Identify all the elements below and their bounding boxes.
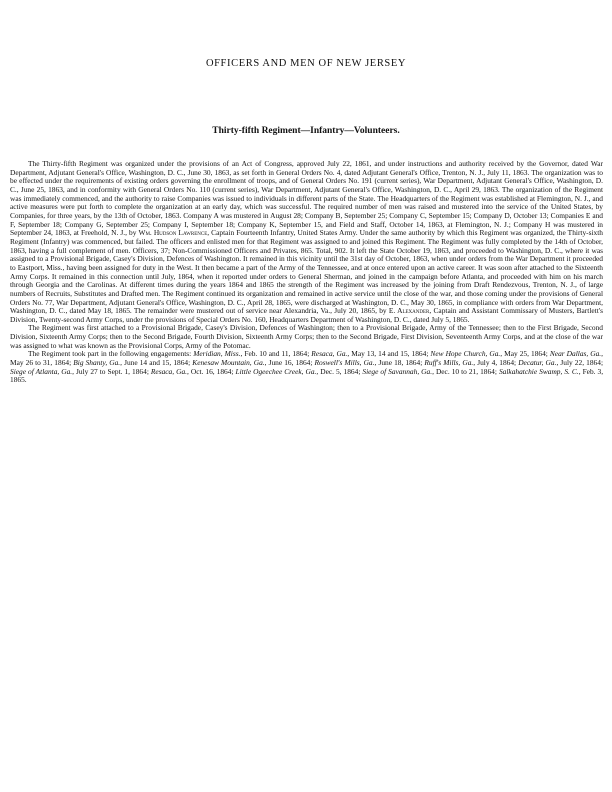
engagement-place: Little Ogeechee Creek, Ga. <box>235 366 317 376</box>
engagement-date: July 27 to Sept. 1, 1864 <box>76 366 147 376</box>
engagements-paragraph <box>10 350 603 385</box>
engagement-place: Resaca, Ga. <box>150 366 187 376</box>
engagement-item: Meridian, Miss., Feb. 10 and 11, 1864; <box>193 349 312 359</box>
engagement-date: Oct. 16, 1864 <box>190 366 232 376</box>
engagement-item: Little Ogeechee Creek, Ga., Dec. 5, 1864; <box>235 366 363 376</box>
engagement-item: Siege of Savannah, Ga., Dec. 10 to 21, 1864; <box>362 366 499 376</box>
engagement-item: New Hope Church, Ga., May 25, 1864; <box>430 349 550 359</box>
page-title: OFFICERS AND MEN OF NEW JERSEY <box>205 58 407 69</box>
engagement-date: May 25, 1864 <box>504 349 546 359</box>
engagements-intro: The Regiment took part in the following engagements: <box>28 349 192 359</box>
engagement-item: Resaca, Ga., May 13, 14 and 15, 1864; <box>311 349 431 359</box>
organization-paragraph <box>10 160 603 324</box>
engagement-place: Ruff's Mills, Ga. <box>424 358 474 368</box>
organization-text-3: , Captain and Assistant Commissary of Musters, Bartlett's Division, Twenty-second Army Corps, under the provisions of Special Orders No. 160, Headquarters Department of Washington, D. C., dated July 5, 1865. <box>10 306 603 324</box>
engagement-date: June 18, 1864 <box>378 358 421 368</box>
engagement-place: Salkahatchie Swamp, S. C. <box>498 366 579 376</box>
engagement-date: Dec. 10 to 21, 1864 <box>435 366 495 376</box>
engagement-place: New Hope Church, Ga. <box>430 349 501 359</box>
engagement-date: Dec. 5, 1864 <box>320 366 359 376</box>
engagement-date: Feb. 10 and 11, 1864 <box>244 349 308 359</box>
engagement-date: July 22, 1864 <box>560 358 601 368</box>
engagement-place: Near Dallas, Ga. <box>549 349 602 359</box>
officer-name-alexander: E. Alexander <box>388 306 430 316</box>
engagement-item: Decatur, Ga., July 22, 1864; <box>518 358 603 368</box>
engagement-item: Big Shanty, Ga., June 14 and 15, 1864; <box>73 358 193 368</box>
engagement-item: Kenesaw Mountain, Ga., June 16, 1864; <box>192 358 315 368</box>
engagement-place: Kenesaw Mountain, Ga. <box>192 358 265 368</box>
engagement-place: Siege of Savannah, Ga. <box>362 366 433 376</box>
engagement-item: Salkahatchie Swamp, S. C., Feb. 3, 1865. <box>10 366 604 385</box>
engagement-date: July 4, 1864 <box>477 358 515 368</box>
engagement-item: Resaca, Ga., Oct. 16, 1864; <box>150 366 236 376</box>
organization-text-1: The Thirty-fifth Regiment was organized under the provisions of an Act of Congress, approved July 22, 1861, and under instructions and authority received by the Governor, dated War Department, Adjutant General's Office, Washington, D. C., June 30, 1863, as set forth in General Orders No. 4, dated Adjutant General's Office, Trenton, N. J., July 11, 1863. The organization was to be effected under the requirements of existing orders governing the enrollment of troops, and of General Orders No. 191 (current series), War Department, Adjutant General's Office, Washington, D. C., June 25, 1863, and in conformity with General Orders No. 110 (current series), War Department, Adjutant General's Office, Washington, D. C., April 29, 1863. The organization of the Regiment was immediately commenced, and the authority to raise Companies was issued to individuals in different parts of the State. The Headquarters of the Regiment was established at Flemington, N. J., and active measures were put forth to complete the organization at an early day, which was successful. The required number of men was raised and mustered into the service of the United States, by Companies, for three years, by the 13th of October, 1863. Company A was mustered in August 28; Company B, September 25; Company C, September 15; Company D, October 13; Companies E and F, September 18; Company G, September 25; Company I, September 18; Company K, September 15, and Field and Staff, October 14, 1863, at Flemington, N. J.; Company H was mustered in September 24, 1863, at Freehold, N. J., by <box>10 159 603 238</box>
engagement-item: Near Dallas, Ga., May 26 to 31, 1864; <box>10 349 604 368</box>
assignment-paragraph: The Regiment was first attached to a Provisional Brigade, Casey's Division, Defences of Washington; then to a Provisional Brigade, Army of the Tennessee; then to the First Brigade, Second Division, Sixteenth Army Corps; then to the Second Brigade, Fourth Division, Sixteenth Army Corps; then to the Second Brigade, First Division, Seventeenth Army Corps, and at the close of the war was assigned to what was known as the Provisional Corps, Army of the Potomac. <box>10 323 603 350</box>
officer-name-lawrence: Wm. Hudson Lawrence <box>138 228 208 238</box>
engagement-place: Roswell's Mills, Ga. <box>314 358 375 368</box>
engagement-date: June 14 and 15, 1864 <box>124 358 189 368</box>
organization-text-2: , Captain Fourteenth Infantry, United States Army. Under the same authority by which this Regiment was organized, the Thirty-sixth Regiment (Infantry) was commenced, but failed. The officers and enlisted men for that Regiment was assigned to and joined this Regiment. The Regiment was fully completed by the 14th of October, 1863, having a full complement of men. Officers, 37; Non-Commissioned Officers and Privates, 865. Total, 902. It left the State October 19, 1863, and proceeded to Washington, D. C., where it was assigned to a Provisional Brigade, Casey's Division, Defences of Washington. It remained in this vicinity until the 31st day of October, 1863, when under orders from the War Department it proceeded to Eastport, Miss., having been assigned for duty in the West. It then became a part of the Army of the Tennessee, and at once entered upon an active career. It was soon after attached to the Sixteenth Army Corps. It remained in this connection until July, 1864, when it reported under orders to General Sherman, and joined in the campaign before Atlanta, and proceeded with him on his march through Georgia and the Carolinas. At different times during the years 1864 and 1865 the strength of the Regiment was increased by the joining from Draft Rendezvous, Trenton, N. J., of large numbers of Recruits, Substitutes and Drafted men. The Regiment continued its organization and remained in active service until the close of the war, and those coming under the provisions of General Orders No. 77, War Department, Adjutant General's Office, Washington, D. C., April 28, 1865, were discharged at Washington, D. C., May 30, 1865, in compliance with orders from War Department, Washington, D. C., dated May 18, 1865. The remainder were mustered out of service near Alexandria, Va., July 20, 1865, by <box>10 228 603 316</box>
engagement-place: Resaca, Ga. <box>311 349 348 359</box>
engagement-date: May 26 to 31, 1864 <box>10 358 70 368</box>
engagement-date: May 13, 14 and 15, 1864 <box>351 349 427 359</box>
engagement-date: June 16, 1864 <box>268 358 311 368</box>
engagement-place: Meridian, Miss. <box>193 349 241 359</box>
engagement-place: Siege of Atlanta, Ga. <box>10 366 73 376</box>
section-title: Thirty-fifth Regiment—Infantry—Volunteers. <box>212 126 400 136</box>
engagement-item: Siege of Atlanta, Ga., July 27 to Sept. 1, 1864; <box>10 366 151 376</box>
engagement-place: Decatur, Ga. <box>518 358 557 368</box>
engagement-item: Ruff's Mills, Ga., July 4, 1864; <box>424 358 519 368</box>
engagement-place: Big Shanty, Ga. <box>73 358 121 368</box>
body-text <box>10 160 603 385</box>
engagement-date: Feb. 3, 1865 <box>10 366 604 385</box>
engagement-item: Roswell's Mills, Ga., June 18, 1864; <box>314 358 425 368</box>
